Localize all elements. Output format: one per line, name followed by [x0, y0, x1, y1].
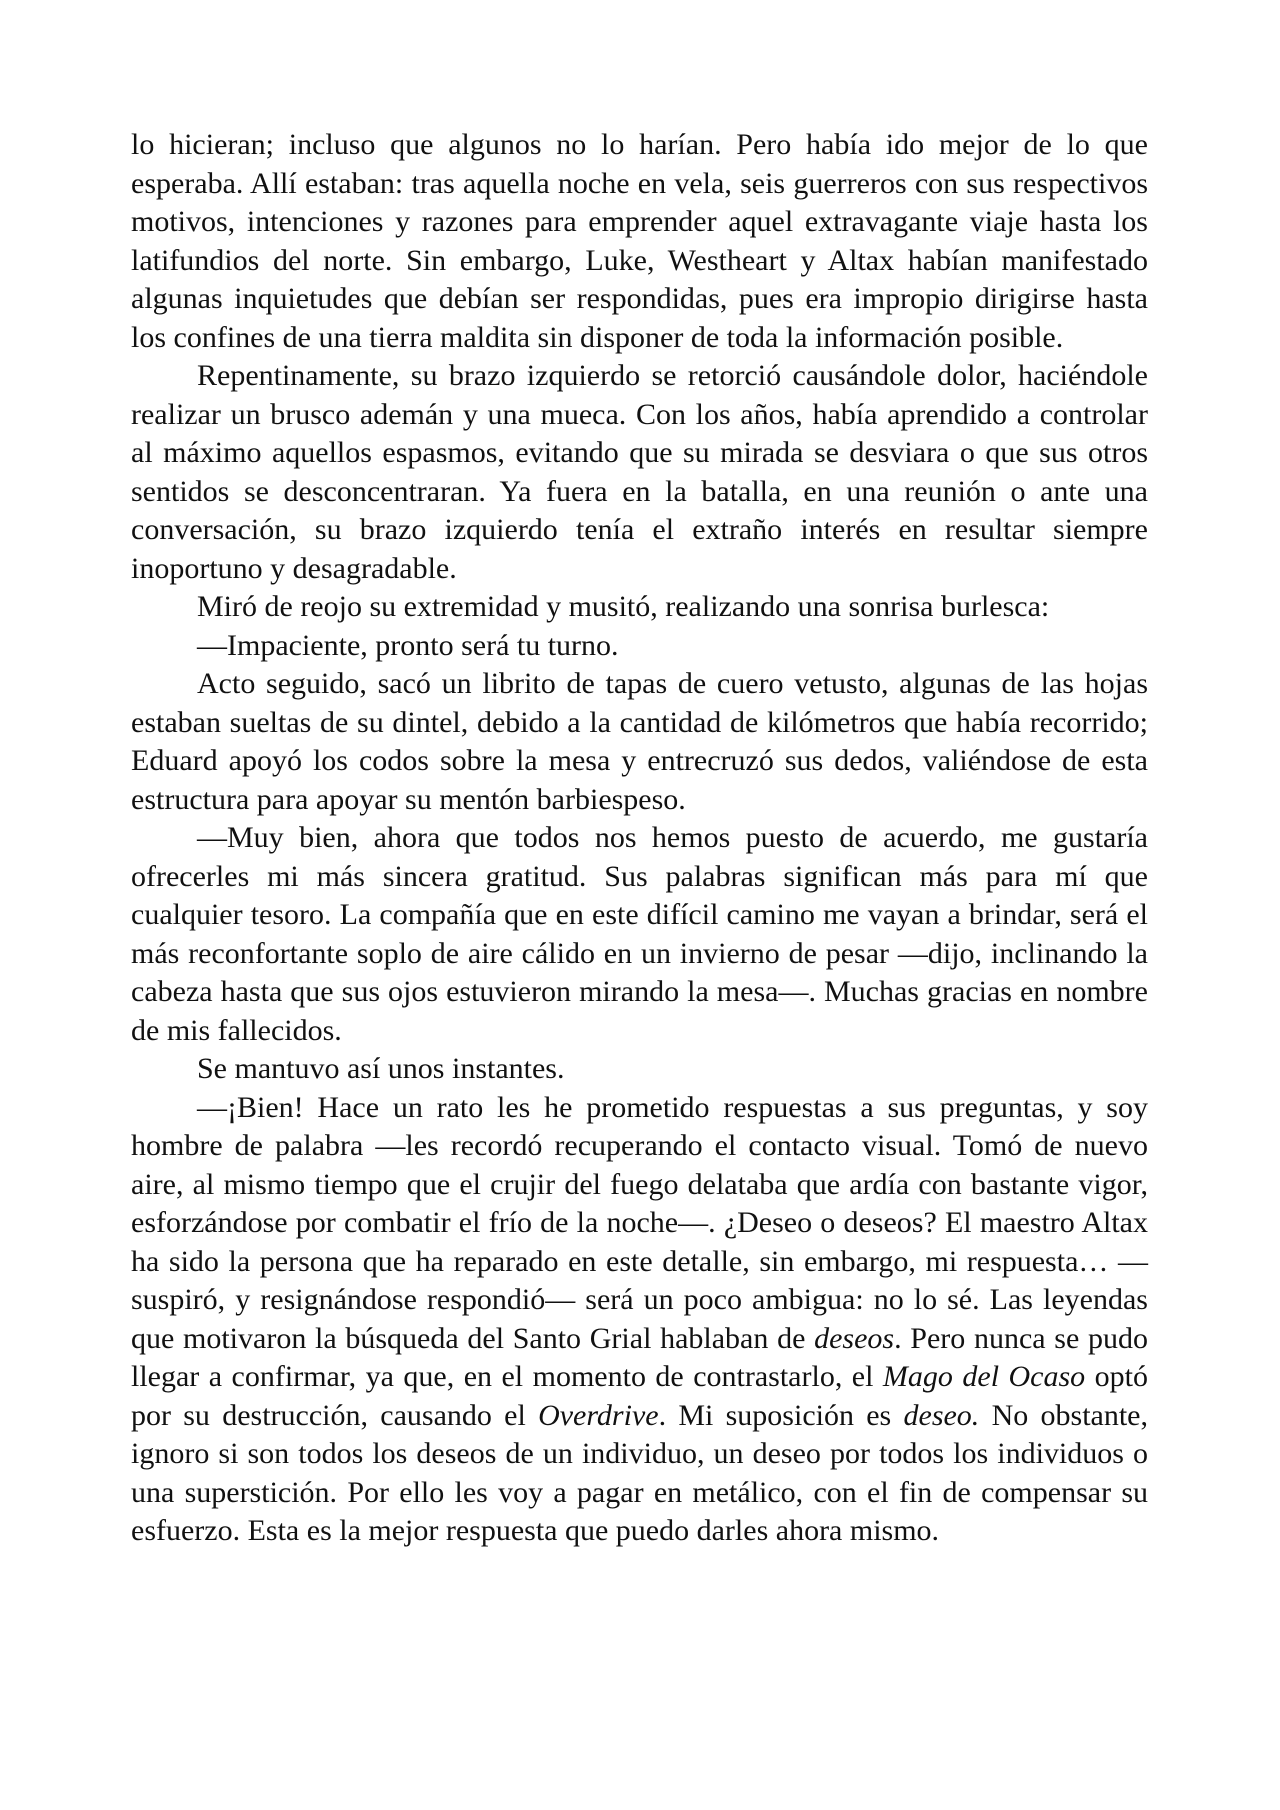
text-run: optó por su destrucción, causando el — [131, 1360, 1149, 1432]
text-run: Miró de reojo su extremidad y musitó, realizando una sonrisa burlesca: — [197, 590, 1050, 623]
text-run: No obstante, ignoro si son todos los deseos de un individuo, un deseo por todos los individuos o una superstición. Por ello les voy a pagar en metálico, con el fin de compensar su esfuerzo. Esta es la mejor respuesta que puedo darles ahora mismo. — [131, 1398, 1148, 1547]
text-run: . Mi suposición es — [658, 1398, 904, 1432]
body-text — [131, 126, 1148, 1551]
italic-run: deseo. — [903, 1398, 980, 1432]
paragraph — [131, 1050, 1148, 1089]
paragraph — [131, 126, 1148, 357]
paragraph — [131, 627, 1148, 666]
italic-run: Overdrive — [538, 1398, 659, 1432]
paragraph — [131, 1089, 1148, 1551]
text-run: . Pero nunca se pudo llegar a confirmar, ya que, en el momento de contrastarlo, el — [131, 1321, 1148, 1393]
text-run: —Muy bien, ahora que todos nos hemos puesto de acuerdo, me gustaría ofrecerles mi más sincera gratitud. Sus palabras significan más para mí que cualquier tesoro. La compañía que en este difícil camino me vayan a brindar, será el más reconfortante soplo de aire cálido en un invierno de pesar —dijo, inclinando la cabeza hasta que sus ojos estuvieron mirando la mesa—. Muchas gracias en nombre de mis fallecidos. — [131, 821, 1148, 1047]
paragraph — [131, 665, 1148, 819]
text-run: —¡Bien! Hace un rato les he prometido respuestas a sus preguntas, y soy hombre de palabra —les recordó recuperando el contacto visual. Tomó de nuevo aire, al mismo tiempo que el crujir del fuego delataba que ardía con bastante vigor, esforzándose por combatir el frío de la noche—. ¿Deseo o deseos? El maestro Altax ha sido la persona que ha reparado en este detalle, sin embargo, mi respuesta… —suspiró, y resignándose respondió— será un poco ambigua: no lo sé. Las leyendas que motivaron la búsqueda del Santo Grial hablaban de — [131, 1090, 1148, 1355]
text-run: Repentinamente, su brazo izquierdo se retorció causándole dolor, haciéndole realizar un brusco ademán y una mueca. Con los años, había aprendido a controlar al máximo aquellos espasmos, evitando que su mirada se desviara o que sus otros sentidos se desconcentraran. Ya fuera en la batalla, en una reunión o ante una conversación, su brazo izquierdo tenía el extraño interés en resultar siempre inoportuno y desagradable. — [131, 359, 1148, 585]
text-run: lo hicieran; incluso que algunos no lo harían. Pero había ido mejor de lo que esperaba. Allí estaban: tras aquella noche en vela, seis guerreros con sus respectivos motivos, intenciones y razones para emprender aquel extravagante viaje hasta los latifundios del norte. Sin embargo, Luke, Westheart y Altax habían manifestado algunas inquietudes que debían ser respondidas, pues era impropio dirigirse hasta los confines de una tierra maldita sin disponer de toda la información posible. — [131, 128, 1148, 354]
text-run: Se mantuvo así unos instantes. — [197, 1052, 565, 1085]
text-run: —Impaciente, pronto será tu turno. — [197, 628, 619, 662]
paragraph — [131, 819, 1148, 1050]
paragraph — [131, 588, 1148, 627]
paragraph — [131, 357, 1148, 588]
text-run: Acto seguido, sacó un librito de tapas de cuero vetusto, algunas de las hojas estaban sueltas de su dintel, debido a la cantidad de kilómetros que había recorrido; Eduard apoyó los codos sobre la mesa y entrecruzó sus dedos, valiéndose de esta estructura para apoyar su mentón barbiespeso. — [131, 667, 1148, 816]
italic-run: Mago del Ocaso — [882, 1360, 1086, 1393]
italic-run: deseos — [814, 1321, 895, 1355]
